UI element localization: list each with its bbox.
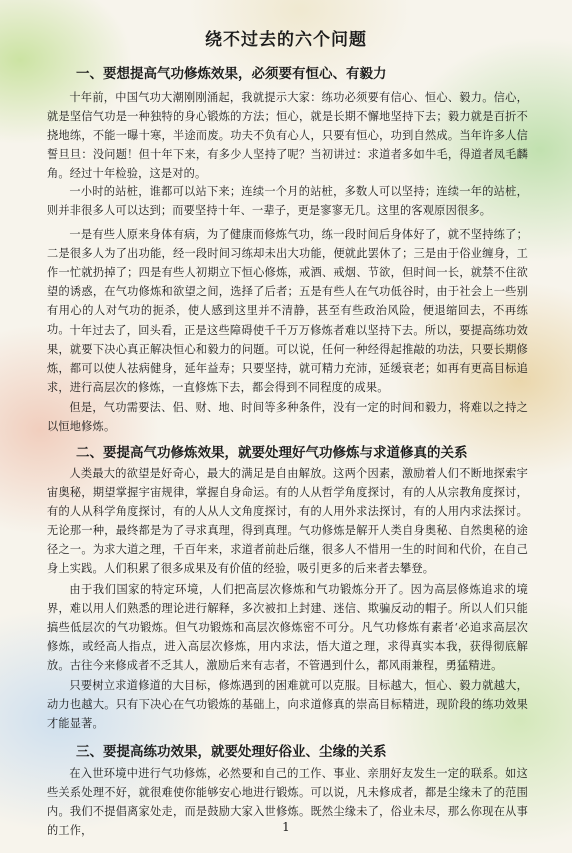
document-title: 绕不过去的六个问题 (205, 30, 367, 50)
paragraph: 人类最大的欲望是好奇心，最大的满足是自由解放。这两个因素，激励着人们不断地探索宇宙奥秘，期望掌握宇宙规律，掌握自身命运。有的人从哲学角度探讨，有的人从宗教角度探讨，有的人从科学角度探讨，有的人从人文角度探讨，有的人用外求法探讨，有的人用内求法探讨。无论那一种，最终都是为了寻求真理，得到真理。气功修炼是解开人类自身奥秘、自然奥秘的途径之一。为求大道之理，千百年来，求道者前赴后继，很多人不惜用一生的时间和代价，在自己身上实践。人们积累了很多成果及有价值的经验，吸引更多的后来者去攀登。 (47, 467, 528, 575)
section-heading-3: 三、要提高练功效果，就要处理好俗业、尘缘的关系 (76, 744, 387, 760)
paragraph: 只要树立求道修道的大目标，修炼遇到的困难就可以克服。目标越大，恒心、毅力就越大，动力也越大。只有下决心在气功锻炼的基础上，向求道修真的崇高目标精进，现阶段的练功效果才能显著。 (47, 679, 528, 730)
paragraph: 由于我们国家的特定环境，人们把高层次修炼和气功锻炼分开了。因为高层修炼追求的境界，难以用人们熟悉的理论进行解释，多次被扣上封建、迷信、欺骗反动的帽子。所以人们只能搞些低层次的气功锻炼。但气功锻炼和高层次修炼密不可分。凡气功修炼有素者‘必追求高层次修炼，或经高人指点，进入高层次修炼，用内求法，悟大道之理，求得真实本我，获得彻底解放。古往今来修成者不乏其人，激励后来有志者，不管遇到什么，都风雨兼程，勇猛精进。 (47, 583, 528, 672)
paragraph: 一小时的站桩，谁都可以站下来；连续一个月的站桩，多数人可以坚持；连续一年的站桩，则并非很多人可以达到；而要坚持十年、一辈子，更是寥寥无几。这里的客观原因很多。 (47, 185, 528, 217)
paragraph: 但是，气功需要法、侣、财、地、时间等多种条件，没有一定的时间和毅力，将难以之持之以恒地修炼。 (47, 401, 528, 433)
section-heading-1: 一、要想提高气功修炼效果，必须要有恒心、有毅力 (76, 66, 387, 82)
paragraph: 一是有些人原来身体有病，为了健康而修炼气功，练一段时间后身体好了，就不坚持练了；二是很多人为了出功能，经一段时间习练却未出大功能，便就此罢休了；三是由于俗业缠身，工作一忙就扔掉了；四是有些人初期立下恒心修炼，戒酒、戒烟、节欲，但时间一长，就禁不住欲望的诱惑，在气功修炼和欲望之间，选择了后者；五是有些人在气功低谷时，由于社会上一些别有用心的人对气功的扼杀，使人感到这里并不清静，甚至有些政治风险，便退缩回去，不再练功。 (47, 228, 528, 336)
page-number: 1 (282, 820, 290, 834)
paragraph: 十年过去了，回头看，正是这些障碍使千千万万修炼者难以坚持下去。所以，要提高练功效果，就要下决心真正解决恒心和毅力的问题。可以说，任何一种经得起推敲的功法，只要长期修炼，都可以使人祛病健身，延年益寿；只要坚持，就可精力充沛，延缓衰老；如再有更高目标追求，进行高层次的修炼，一直修炼下去，都会得到不同程度的成果。 (47, 324, 528, 394)
section-heading-2: 二、要提高气功修炼效果，就要处理好气功修炼与求道修真的关系 (76, 445, 468, 461)
paragraph: 在入世环境中进行气功修炼，必然要和自己的工作、事业、亲朋好友发生一定的联系。如这些关系处理不好，就很难使你能够安心地进行锻炼。可以说，凡未修成者，都是尘缘未了的范围内。我们不提倡离家处走，而是鼓励大家入世修炼。既然尘缘未了，俗业未尽，那么你现在从事的工作， (47, 767, 528, 837)
paragraph: 十年前，中国气功大潮刚刚涌起，我就提示大家：练功必须要有信心、恒心、毅力。信心，就是坚信气功是一种独特的身心锻炼的方法；恒心，就是长期不懈地坚持下去；毅力就是百折不挠地练，不能一曝十寒，半途而废。功夫不负有心人，只要有恒心，功到自然成。当年许多人信誓旦旦：没问题！但十年下来，有多少人坚持了呢？当初讲过：求道者多如牛毛，得道者凤毛麟角。经过十年检验，这是对的。 (47, 91, 528, 180)
